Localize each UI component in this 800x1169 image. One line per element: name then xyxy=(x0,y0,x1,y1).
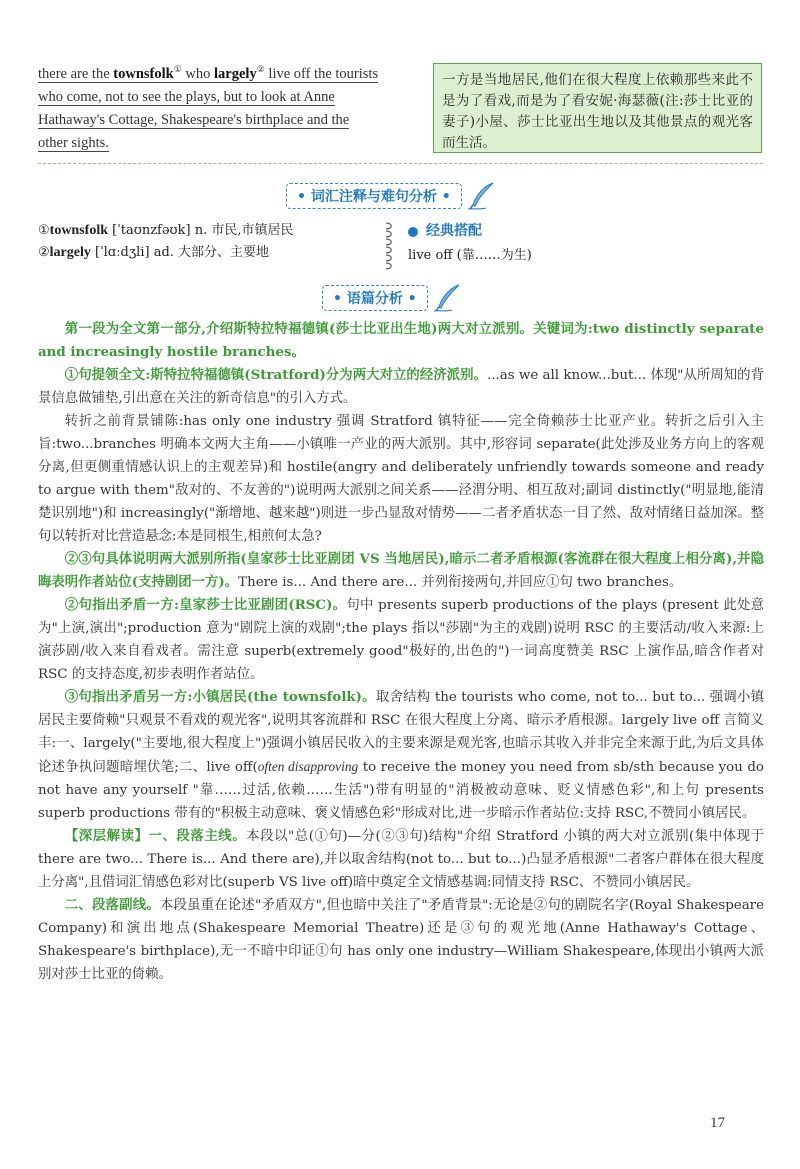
passage-text: who xyxy=(181,65,215,82)
passage-line: other sights. xyxy=(38,134,109,151)
green-heading: ①句提领全文:斯特拉特福德镇(Stratford)分为两大对立的经济派别。 xyxy=(64,367,487,383)
passage-text: there are the xyxy=(38,65,114,82)
english-passage xyxy=(38,58,420,155)
section-header-analysis xyxy=(322,283,462,313)
vocab-word: townsfolk xyxy=(49,223,109,238)
discourse-analysis xyxy=(38,318,764,986)
analysis-paragraph xyxy=(38,825,764,894)
green-heading: ②句指出矛盾一方:皇家莎士比亚剧团(RSC)。 xyxy=(64,597,347,613)
vocab-item-townsfolk xyxy=(38,220,378,242)
analysis-paragraph xyxy=(38,364,764,410)
body-text: to receive the money you need from sb/sth because you do not have any yourself "靠……过活,依赖……生活")带有明显的"消极被动意味、贬义情感色彩",和上句 presents superb productions 带有的"积极主动意味、褒义情感色彩"形成对比,进一步暗示作者站位:支持 RSC,不赞同小镇居民。 xyxy=(38,760,764,821)
body-text: 本段虽重在论述"矛盾双方",但也暗中关注了"矛盾背景":无论是②句的剧院名字(Royal Shakespeare Company)和演出地点(Shakespeare Memorial Theatre)还是③句的观光地(Anne Hathaway's Cottage、Shakespeare's birthplace),无一不暗中印证①句 has only one industry—William Shakespeare,体现出小镇两大派别对莎士比亚的倚赖。 xyxy=(38,898,765,982)
italic-text: often disapproving xyxy=(257,759,359,774)
vocab-definition: [ˈtaʊnzfəʊk] n. 市民,市镇居民 xyxy=(108,223,294,238)
body-text: 取舍结构 the tourists who come, not to... but to... 强调小镇居民主要倚赖"只观景不看戏的观光客",说明其客流群和 RSC 在很大程度上分离、暗示矛盾根源。largely live off 言简义丰:一、largely("主要地,很大程度上")强调小镇居民收入的主要来源是观光客,也暗示其收入并非完全来源于此,为后文具体论述争执问题暗埋伏笔;二、live off( xyxy=(38,690,764,775)
green-heading: ③句指出矛盾另一方:小镇居民(the townsfolk)。 xyxy=(64,689,376,705)
translation-box xyxy=(433,63,762,153)
vocab-number: ① xyxy=(38,223,50,238)
section-title: • 词汇注释与难句分析 • xyxy=(286,183,462,209)
analysis-paragraph xyxy=(38,548,764,594)
analysis-paragraph xyxy=(38,894,764,986)
keyword-townsfolk: townsfolk xyxy=(113,65,174,82)
body-text: ...as we all know...but... 体现"从所周知的背景信息做铺垫,引出意在关注的新奇信息"的引入方式。 xyxy=(38,368,764,406)
vocab-word: largely xyxy=(49,245,91,260)
passage-line: who come, not to see the plays, but to look at Anne xyxy=(38,88,335,105)
spiral-divider-icon xyxy=(383,220,397,270)
quill-icon xyxy=(466,181,496,211)
analysis-paragraph xyxy=(38,318,764,364)
vocab-number: ② xyxy=(38,245,50,260)
passage-line: Hathaway's Cottage, Shakespeare's birthplace and the xyxy=(38,111,350,128)
vocab-notes xyxy=(38,220,378,264)
translation-text: 一方是当地居民,他们在很大程度上依赖那些来此不是为了看戏,而是为了看安妮·海瑟薇(注:莎士比亚的妻子)小屋、莎士比亚出生地以及其他景点的观光客而生活。 xyxy=(442,72,753,151)
collocation-heading: 经典搭配 xyxy=(426,223,482,239)
vocab-definition: [ˈlɑːdʒli] ad. 大部分、主要地 xyxy=(90,245,270,260)
vocab-item-largely xyxy=(38,242,378,264)
section-header-vocab xyxy=(286,181,496,211)
dashed-divider xyxy=(38,163,763,164)
green-heading: ②③句具体说明两大派别所指(皇家莎士比亚剧团 VS 当地居民),暗示二者矛盾根源(客流群在很大程度上相分离),并隐晦表明作者站位(支持剧团一方)。 xyxy=(38,551,764,590)
bullet-dot-icon xyxy=(408,227,418,237)
page-number: 17 xyxy=(710,1115,725,1131)
green-heading: 第一段为全文第一部分,介绍斯特拉特福德镇(莎士比亚出生地)两大对立派别。关键词为:two distinctly separate and increasingly hostile branches。 xyxy=(38,321,764,360)
deep-reading-heading: 【深层解读】一、段落主线。 xyxy=(64,828,247,844)
note-marker: ② xyxy=(256,64,265,74)
analysis-paragraph xyxy=(38,686,764,825)
quill-icon xyxy=(432,283,462,313)
passage-text: live off the tourists xyxy=(264,65,379,82)
section-title: • 语篇分析 • xyxy=(322,285,428,311)
collocation-item: live off (靠……为生) xyxy=(408,248,532,263)
collocation-block xyxy=(408,219,758,268)
analysis-paragraph: 转折之前背景铺陈:has only one industry 强调 Stratford 镇特征——完全倚赖莎士比亚产业。转折之后引入主旨:two...branches 明确本文两大主角——小镇唯一产业的两大派别。其中,形容词 separate(此处涉及业务方向上的客观分离,但更侧重情感认识上的主观差异)和 hostile(angry and deliberately unfriendly towards someone and ready to argue with them"敌对的、不友善的")说明两大派别之间关系——泾渭分明、相互敌对;副词 distinctly("明显地,能清楚识别地")和 increasingly("渐增地、越来越")则进一步凸显敌对情势——二者矛盾状态一目了然、敌对情绪日益加深。整句以转折对比营造悬念:本是同根生,相煎何太急? xyxy=(38,414,764,544)
body-text: 句中 presents superb productions of the plays (present 此处意为"上演,演出";production 意为"剧院上演的戏剧";the plays 指以"莎剧"为主的戏剧)说明 RSC 的主要活动/收入来源:上演莎剧/收入来自看戏者。需注意 superb(extremely good"极好的,出色的")一词高度赞美 RSC 上演作品,暗含作者对 RSC 的支持态度,初步表明作者站位。 xyxy=(38,598,765,682)
analysis-paragraph xyxy=(38,594,764,686)
body-text: 本段以"总(①句)—分(②③句)结构"介绍 Stratford 小镇的两大对立派别(集中体现于 there are two... There is... And there are),并以取舍结构(not to... but to...)凸显矛盾根源"二者客户群体在很大程度上分离",且借词汇情感色彩对比(superb VS live off)暗中奠定全文情感基调:同情支持 RSC、不赞同小镇居民。 xyxy=(38,829,765,890)
keyword-largely: largely xyxy=(214,65,257,82)
body-text: There is... And there are... 并列衔接两句,并回应①句 two branches。 xyxy=(238,575,683,590)
note-marker: ① xyxy=(173,64,182,74)
deep-reading-heading: 二、段落副线。 xyxy=(64,897,160,913)
